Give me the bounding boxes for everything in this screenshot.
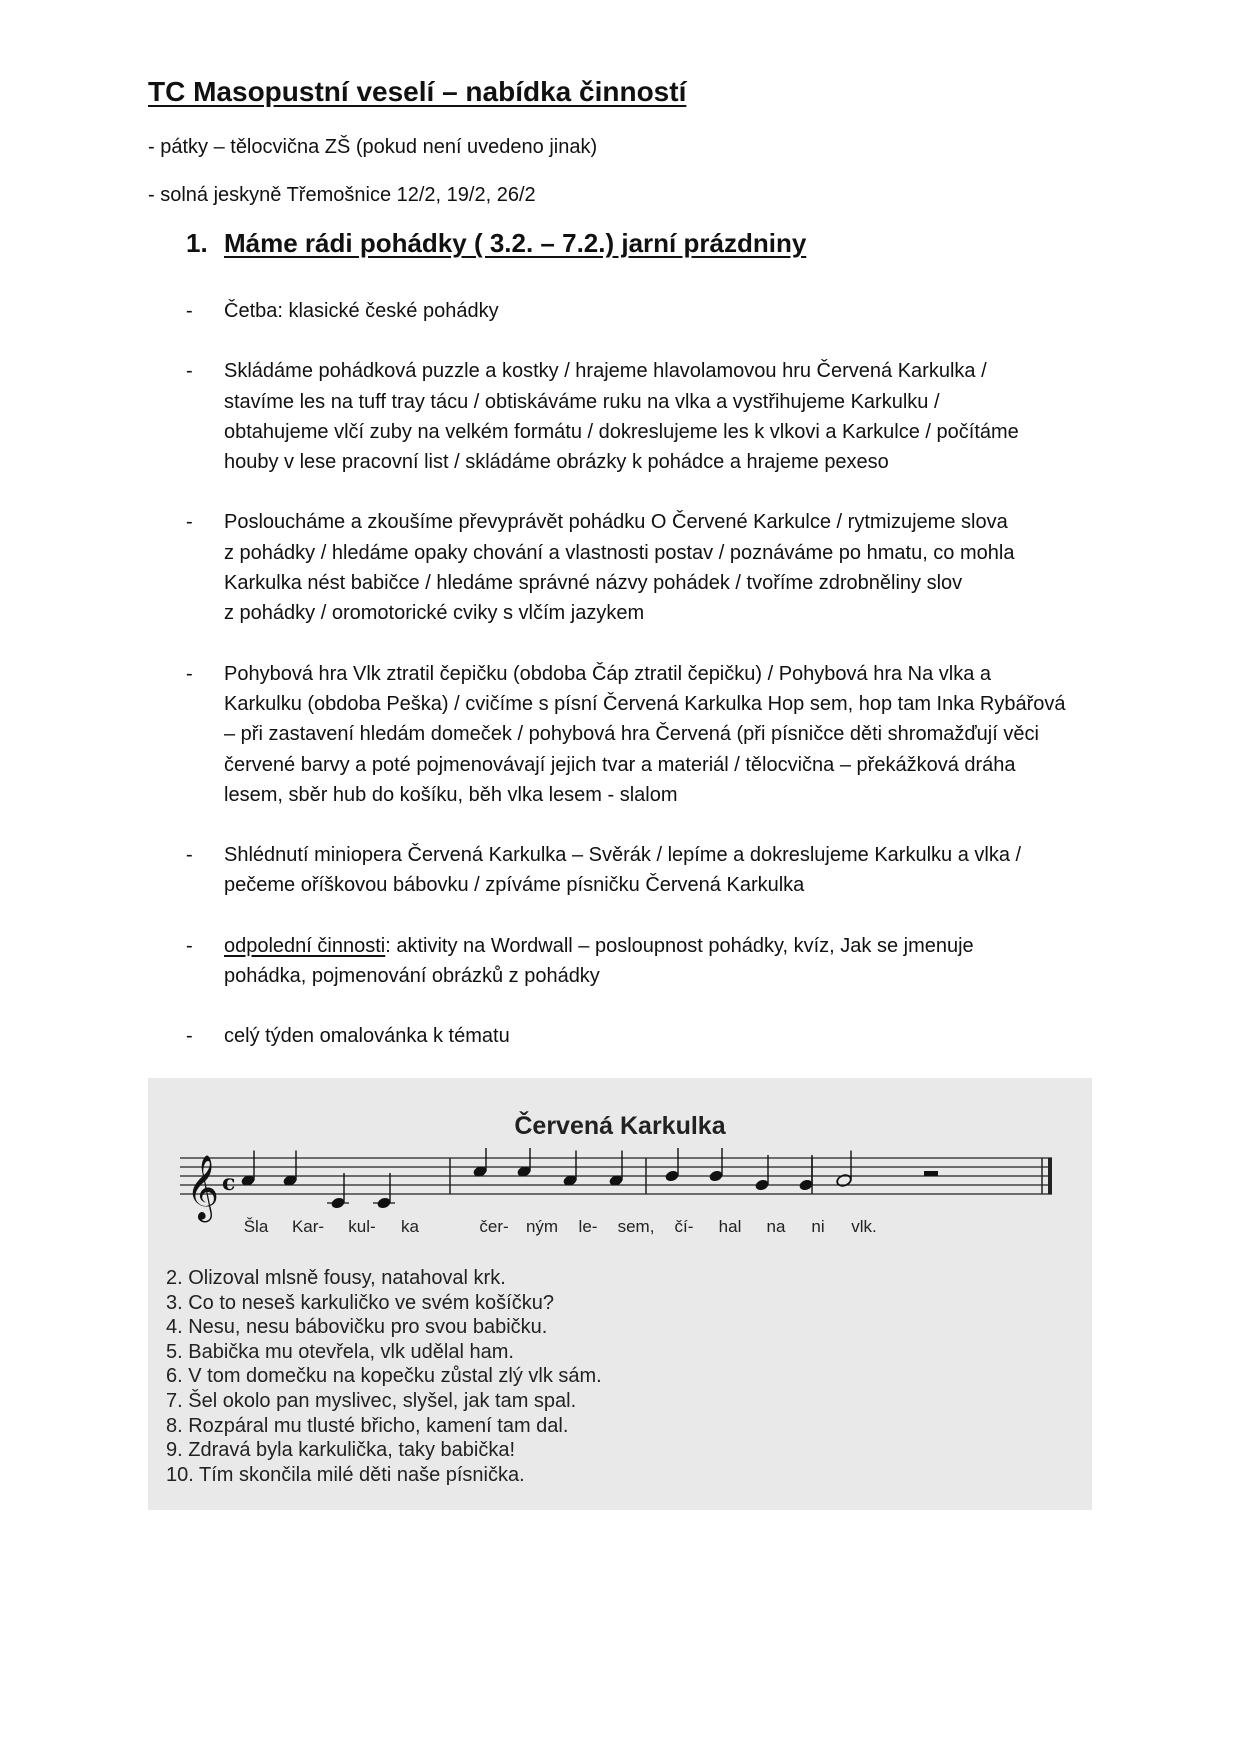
activity-list bbox=[186, 296, 1106, 1082]
half-rest bbox=[924, 1171, 938, 1176]
afternoon-activities-label: odpolední činnosti bbox=[224, 934, 386, 957]
verse-line: 7. Šel okolo pan myslivec, slyšel, jak tam spal. bbox=[166, 1389, 577, 1412]
item-line: z pohádky / hledáme opaky chování a vlastnosti postav / poznáváme po hmatu, co mohla bbox=[224, 541, 1015, 564]
item-line: celý týden omalovánka k tématu bbox=[224, 1025, 510, 1048]
verse-line: 4. Nesu, nesu bábovičku pro svou babičku. bbox=[166, 1316, 548, 1339]
list-item bbox=[186, 1021, 1106, 1051]
lyric-syllable: Šla bbox=[243, 1217, 269, 1236]
lyric-syllable: na bbox=[766, 1217, 786, 1236]
lyric-syllable: čí- bbox=[674, 1217, 694, 1236]
list-dash: - bbox=[186, 360, 193, 383]
item-line: pečeme oříškovou bábovku / zpíváme písničku Červená Karkulka bbox=[224, 874, 805, 897]
item-line: houby v lese pracovní list / skládáme obrázky k pohádce a hrajeme pexeso bbox=[224, 451, 889, 474]
verse-line: 6. V tom domečku na kopečku zůstal zlý vlk sám. bbox=[166, 1365, 602, 1388]
notes bbox=[240, 1148, 938, 1210]
lyric-syllable: Kar- bbox=[291, 1217, 325, 1236]
lyrics-line bbox=[244, 1217, 877, 1236]
page-title: TC Masopustní veselí – nabídka činností bbox=[148, 76, 687, 107]
item-line: červené barvy a poté pojmenovávají jejich tvar a materiál / tělocvična – překážková dráha bbox=[224, 753, 1016, 776]
lyric-syllable: sem, bbox=[617, 1217, 655, 1236]
list-item bbox=[186, 296, 1106, 326]
list-item bbox=[186, 659, 1106, 810]
verse-line: 2. Olizoval mlsně fousy, natahoval krk. bbox=[166, 1267, 506, 1289]
list-item bbox=[186, 931, 1106, 992]
item-line-rest: : aktivity na Wordwall – posloupnost pohádky, kvíz, Jak se jmenuje bbox=[385, 934, 974, 957]
list-item bbox=[186, 840, 1106, 901]
list-item bbox=[186, 356, 1106, 477]
verse-line: 8. Rozpáral mu tlusté břicho, kamení tam dal. bbox=[166, 1414, 569, 1437]
list-item bbox=[186, 507, 1106, 628]
section-heading bbox=[186, 228, 806, 259]
verses-list bbox=[166, 1266, 602, 1487]
intro-line-days: - pátky – tělocvična ZŠ (pokud není uvedeno jinak) bbox=[148, 136, 598, 158]
lyric-syllable: ným bbox=[525, 1217, 559, 1236]
item-line: Shlédnutí miniopera Červená Karkulka – Svěrák / lepíme a dokreslujeme Karkulku a vlka / bbox=[224, 844, 1022, 867]
item-line: Karkulka nést babičce / hledáme správné názvy pohádek / tvoříme zdrobněliny slov bbox=[224, 572, 963, 595]
list-dash: - bbox=[186, 844, 193, 867]
music-staff bbox=[178, 1148, 1062, 1258]
intro-line-salt-cave: - solná jeskyně Třemošnice 12/2, 19/2, 26/2 bbox=[148, 184, 536, 206]
section-number: 1. bbox=[186, 228, 208, 258]
common-time-icon: c bbox=[222, 1170, 236, 1196]
verse-line: 9. Zdravá byla karkulička, taky babička! bbox=[166, 1439, 516, 1462]
item-line: obtahujeme vlčí zuby na velkém formátu / dokreslujeme les k vlkovi a Karkulce / počítáme bbox=[224, 420, 1019, 443]
item-line: – při zastavení hledám domeček / pohybová hra Červená (při písničce děti shromažďují věci bbox=[224, 723, 1039, 746]
lyric-syllable: vlk. bbox=[851, 1217, 877, 1236]
treble-clef-icon: 𝄞 bbox=[186, 1155, 220, 1220]
lyric-syllable: ka bbox=[401, 1217, 419, 1236]
song-sheet-image bbox=[148, 1078, 1092, 1510]
item-line: Četba: klasické české pohádky bbox=[224, 300, 499, 322]
list-dash: - bbox=[186, 662, 193, 685]
lyric-syllable: čer- bbox=[479, 1217, 509, 1236]
song-title: Červená Karkulka bbox=[514, 1112, 726, 1140]
list-dash: - bbox=[186, 511, 193, 534]
lyric-syllable: le- bbox=[578, 1217, 598, 1236]
item-line: pohádka, pojmenování obrázků z pohádky bbox=[224, 965, 600, 988]
verse-line: 3. Co to neseš karkuličko ve svém košíčku? bbox=[166, 1291, 554, 1314]
item-line: Pohybová hra Vlk ztratil čepičku (obdoba Čáp ztratil čepičku) / Pohybová hra Na vlka a bbox=[224, 662, 992, 685]
item-line bbox=[224, 931, 1106, 961]
list-dash: - bbox=[186, 934, 193, 957]
verse-line: 5. Babička mu otevřela, vlk udělal ham. bbox=[166, 1340, 514, 1363]
lyric-syllable: kul- bbox=[348, 1217, 376, 1236]
item-line: z pohádky / oromotorické cviky s vlčím jazykem bbox=[224, 602, 645, 625]
item-line: Karkulku (obdoba Peška) / cvičíme s písní Červená Karkulka Hop sem, hop tam Inka Rybářová bbox=[224, 692, 1066, 715]
lyric-syllable: hal bbox=[718, 1217, 742, 1236]
item-line: Posloucháme a zkoušíme převyprávět pohádku O Červené Karkulce / rytmizujeme slova bbox=[224, 511, 1008, 534]
verse-line: 10. Tím skončila milé děti naše písnička. bbox=[166, 1463, 525, 1486]
list-dash: - bbox=[186, 1025, 193, 1048]
lyric-syllable: ni bbox=[811, 1217, 825, 1236]
item-line: lesem, sběr hub do košíku, běh vlka lesem - slalom bbox=[224, 783, 678, 806]
section-title: Máme rádi pohádky ( 3.2. – 7.2.) jarní prázdniny bbox=[224, 228, 807, 258]
item-line: Skládáme pohádková puzzle a kostky / hrajeme hlavolamovou hru Červená Karkulka / bbox=[224, 360, 987, 383]
list-dash: - bbox=[186, 300, 193, 322]
item-line: stavíme les na tuff tray tácu / obtiskáváme ruku na vlka a vystřihujeme Karkulku / bbox=[224, 390, 940, 413]
